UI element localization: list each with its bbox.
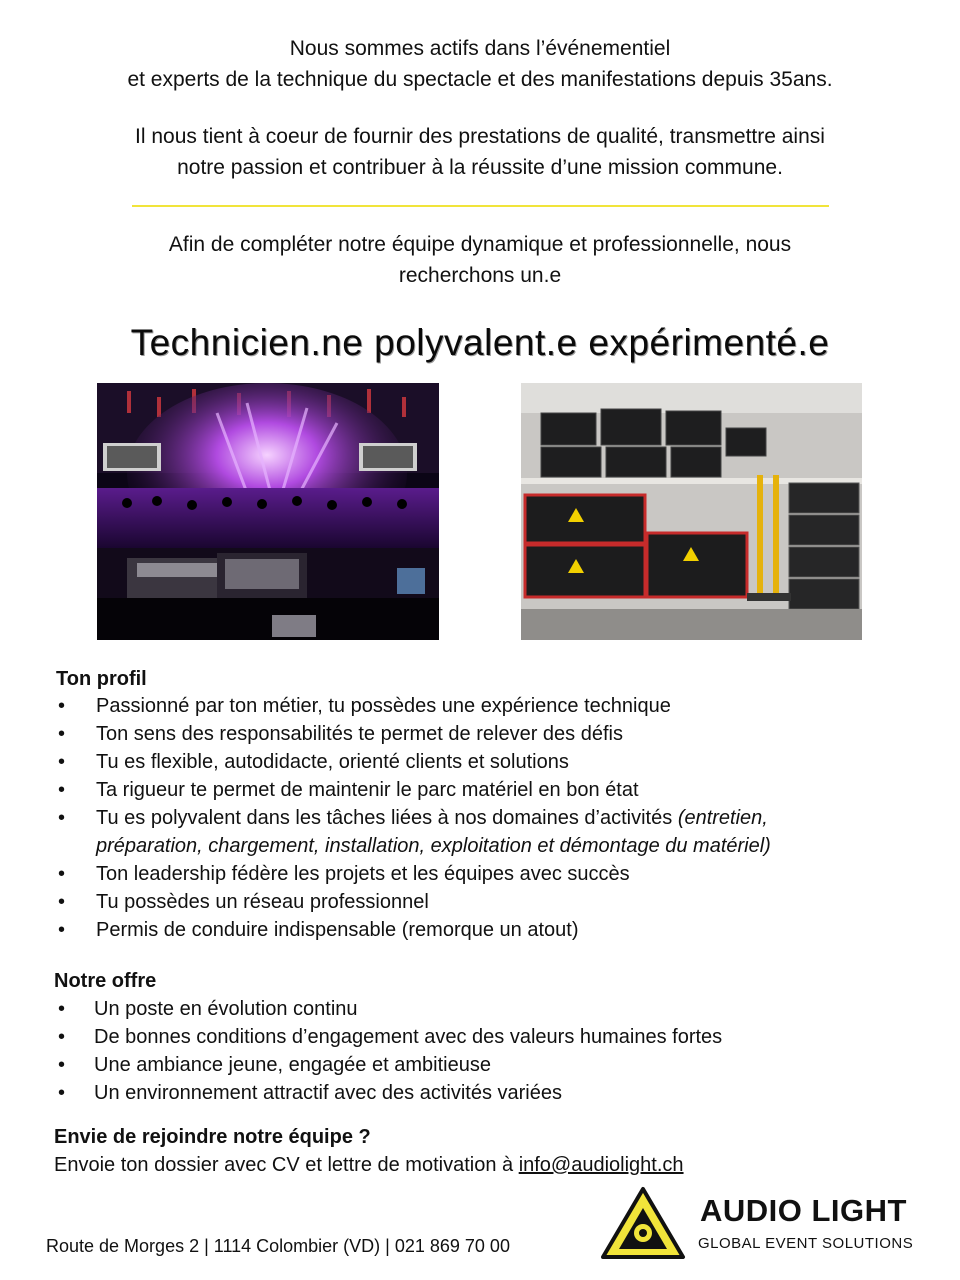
intro-line: Il nous tient à coeur de fournir des prestations de qualité, transmettre ainsi bbox=[135, 125, 825, 148]
profil-item-text: Permis de conduire indispensable (remorque un atout) bbox=[96, 919, 579, 941]
profil-item-text: Ton leadership fédère les projets et les équipes avec succès bbox=[96, 863, 630, 885]
list-item bbox=[54, 692, 914, 720]
list-item bbox=[54, 888, 914, 916]
offre-item-text: Une ambiance jeune, engagée et ambitieuse bbox=[94, 1054, 491, 1076]
offre-item-text: Un environnement attractif avec des activités variées bbox=[94, 1082, 562, 1104]
profil-item-text: Tu es polyvalent dans les tâches liées à nos domaines d’activités bbox=[96, 807, 673, 829]
profil-item-text: Passionné par ton métier, tu possèdes une expérience technique bbox=[96, 695, 671, 717]
list-item bbox=[54, 1079, 914, 1107]
profil-item-text: Ton sens des responsabilités te permet de relever des défis bbox=[96, 723, 623, 745]
intro-paragraph-2 bbox=[40, 121, 920, 183]
offre-item-text: De bonnes conditions d’engagement avec des valeurs humaines fortes bbox=[94, 1026, 723, 1048]
bullet-icon: • bbox=[58, 1026, 66, 1048]
logo-tagline: GLOBAL EVENT SOLUTIONS bbox=[698, 1235, 914, 1252]
cta-text: Envoie ton dossier avec CV et lettre de motivation à bbox=[54, 1154, 519, 1176]
bullet-icon: • bbox=[58, 891, 66, 913]
list-item bbox=[54, 776, 914, 804]
bullet-icon: • bbox=[58, 695, 66, 717]
cta-line bbox=[54, 1151, 684, 1179]
intro-line: et experts de la technique du spectacle et des manifestations depuis 35ans. bbox=[127, 68, 833, 91]
bullet-icon: • bbox=[58, 751, 66, 773]
audio-light-logo-icon bbox=[600, 1186, 686, 1260]
bullet-icon: • bbox=[58, 919, 66, 941]
bullet-icon: • bbox=[58, 863, 66, 885]
intro-line: Nous sommes actifs dans l’événementiel bbox=[289, 37, 671, 60]
yellow-divider bbox=[132, 205, 829, 207]
intro-paragraph-1 bbox=[40, 33, 920, 95]
bullet-icon: • bbox=[58, 1082, 66, 1104]
section-title-profil: Ton profil bbox=[56, 668, 147, 690]
profil-list bbox=[54, 692, 914, 944]
list-item bbox=[54, 804, 914, 860]
profil-item-text: Ta rigueur te permet de maintenir le parc matériel en bon état bbox=[96, 779, 639, 801]
bullet-icon: • bbox=[58, 779, 66, 801]
list-item bbox=[54, 860, 914, 888]
section-title-offre: Notre offre bbox=[54, 970, 157, 992]
profil-item-text: Tu es flexible, autodidacte, orienté clients et solutions bbox=[96, 751, 569, 773]
offre-list bbox=[54, 995, 914, 1107]
footer-address: Route de Morges 2 | 1114 Colombier (VD) | 021 869 70 00 bbox=[46, 1236, 510, 1256]
offre-item-text: Un poste en évolution continu bbox=[94, 998, 358, 1020]
list-item bbox=[54, 1023, 914, 1051]
list-item bbox=[54, 995, 914, 1023]
bullet-icon: • bbox=[58, 998, 66, 1020]
bullet-icon: • bbox=[58, 807, 66, 829]
list-item bbox=[54, 1051, 914, 1079]
profil-item-text: Tu possèdes un réseau professionnel bbox=[96, 891, 429, 913]
concert-stage-photo bbox=[97, 383, 439, 640]
intro-line: recherchons un.e bbox=[398, 264, 562, 287]
logo-name: AUDIO LIGHT bbox=[700, 1193, 907, 1228]
list-item bbox=[54, 748, 914, 776]
cta-title: Envie de rejoindre notre équipe ? bbox=[54, 1126, 371, 1148]
list-item bbox=[54, 916, 914, 944]
job-title-headline: Technicien.ne polyvalent.e expérimenté.e bbox=[130, 322, 830, 363]
intro-paragraph-3 bbox=[40, 229, 920, 291]
intro-line: Afin de compléter notre équipe dynamique et professionnelle, nous bbox=[168, 233, 792, 256]
equipment-warehouse-photo bbox=[521, 383, 862, 640]
list-item bbox=[54, 720, 914, 748]
profil-item-italic: (entretien, bbox=[677, 807, 768, 829]
intro-line: notre passion et contribuer à la réussite d’une mission commune. bbox=[177, 156, 783, 179]
bullet-icon: • bbox=[58, 1054, 66, 1076]
email-link[interactable]: info@audiolight.ch bbox=[518, 1154, 684, 1176]
bullet-icon: • bbox=[58, 723, 66, 745]
profil-item-italic: préparation, chargement, installation, exploitation et démontage du matériel) bbox=[96, 835, 771, 857]
